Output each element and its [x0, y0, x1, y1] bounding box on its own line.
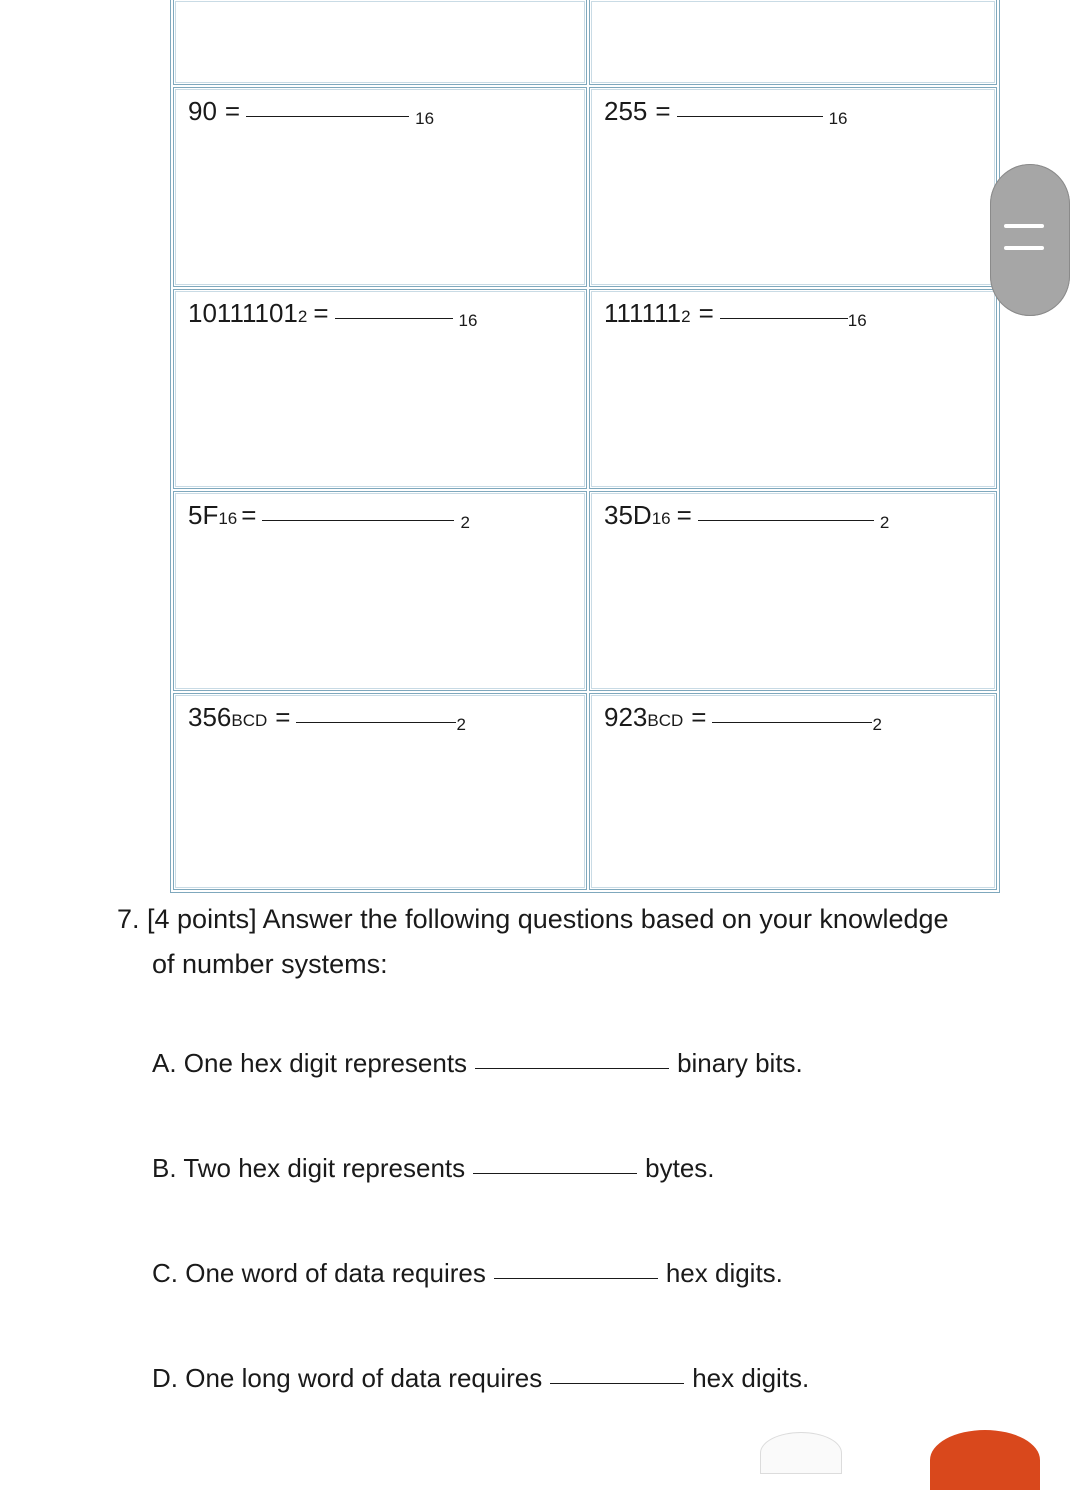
equals-sign: = [691, 702, 707, 732]
equals-sign: = [241, 500, 257, 530]
item-text: B. Two hex digit represents [152, 1153, 466, 1183]
problem-value: 5F [188, 500, 219, 530]
table-cell-empty [173, 0, 587, 85]
question-item-c [152, 1258, 783, 1289]
answer-blank[interactable] [475, 1067, 669, 1069]
problem-value: 90 [188, 96, 217, 126]
table-cell [173, 693, 587, 890]
question-7 [117, 897, 949, 987]
target-base: 16 [415, 109, 435, 128]
answer-blank[interactable] [677, 115, 823, 117]
grip-line-icon [1004, 246, 1044, 250]
target-base: 16 [847, 311, 867, 330]
problem-subscript: BCD [647, 711, 684, 730]
target-base: 2 [456, 715, 466, 734]
problem-value: 111111 [604, 298, 682, 328]
problem-subscript: 2 [681, 307, 691, 326]
problem-subscript: BCD [231, 711, 268, 730]
answer-blank[interactable] [335, 317, 453, 319]
target-base: 2 [872, 715, 882, 734]
problem-value: 923 [604, 702, 648, 732]
item-text: hex digits. [665, 1258, 783, 1288]
target-base: 2 [460, 513, 470, 532]
table-cell [589, 289, 997, 489]
scroll-handle[interactable] [990, 164, 1070, 316]
equals-sign: = [313, 298, 329, 328]
item-text: bytes. [645, 1153, 715, 1183]
question-item-b [152, 1153, 715, 1184]
target-base: 2 [879, 513, 890, 532]
target-base: 16 [828, 109, 848, 128]
table-cell [173, 289, 587, 489]
question-item-d [152, 1363, 809, 1394]
answer-blank[interactable] [720, 317, 848, 319]
answer-blank[interactable] [262, 519, 454, 521]
item-text: A. One hex digit represents [152, 1048, 468, 1078]
item-text: C. One word of data requires [152, 1258, 486, 1288]
problem-subscript: 2 [297, 307, 308, 326]
table-cell [589, 87, 997, 287]
problem-value: 255 [604, 96, 648, 126]
equals-sign: = [275, 702, 291, 732]
target-base: 16 [458, 311, 478, 330]
floating-action-button-primary[interactable] [930, 1430, 1040, 1490]
answer-blank[interactable] [550, 1382, 684, 1384]
answer-blank[interactable] [698, 519, 874, 521]
item-text: binary bits. [677, 1048, 803, 1078]
answer-blank[interactable] [473, 1172, 637, 1174]
problem-value: 356 [188, 702, 232, 732]
floating-action-button[interactable] [760, 1432, 842, 1474]
answer-blank[interactable] [494, 1277, 658, 1279]
equals-sign: = [698, 298, 714, 328]
table-cell [589, 491, 997, 691]
problem-subscript: 16 [218, 509, 238, 528]
grip-line-icon [1004, 224, 1044, 228]
problem-value: 10111101 [188, 298, 298, 328]
question-prompt-line1: 7. [4 points] Answer the following questions based on your knowledge [117, 904, 949, 934]
item-text: hex digits. [692, 1363, 810, 1393]
equals-sign: = [655, 96, 671, 126]
table-cell [589, 693, 997, 890]
answer-blank[interactable] [712, 721, 872, 723]
problem-subscript: 16 [651, 509, 671, 528]
answer-blank[interactable] [246, 115, 409, 117]
question-item-a [152, 1048, 803, 1079]
problem-value: 35D [604, 500, 652, 530]
conversion-table [170, 0, 1000, 893]
equals-sign: = [224, 96, 241, 126]
table-cell [173, 491, 587, 691]
item-text: D. One long word of data requires [152, 1363, 543, 1393]
table-cell [173, 87, 587, 287]
answer-blank[interactable] [296, 721, 456, 723]
table-cell-empty [589, 0, 997, 85]
question-prompt-line2: of number systems: [152, 949, 388, 979]
equals-sign: = [676, 500, 692, 530]
